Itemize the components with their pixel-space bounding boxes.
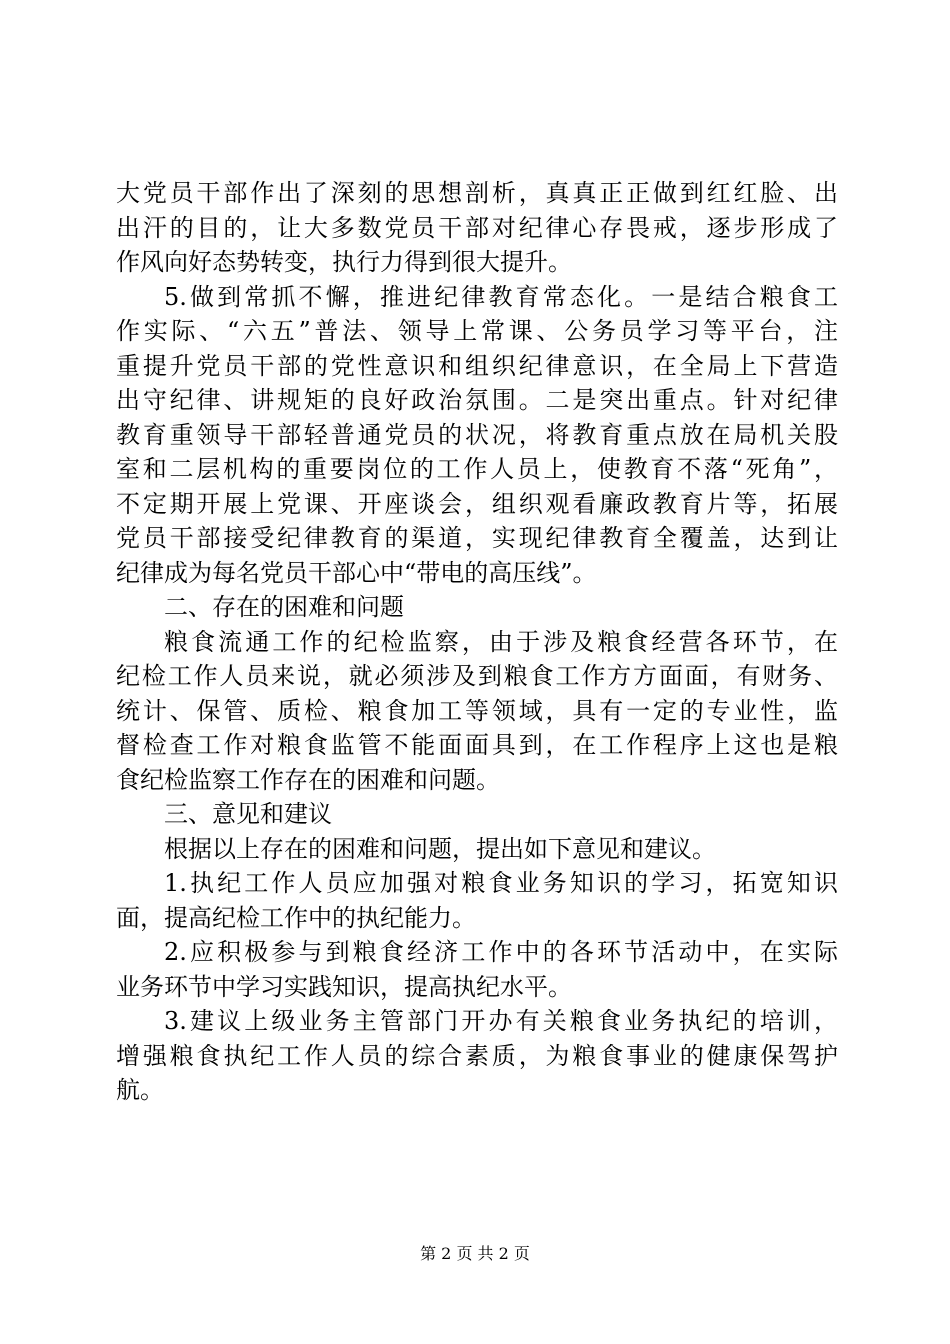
text-line: 面，提高纪检工作中的执纪能力。 bbox=[116, 903, 476, 932]
text-line: 5.做到常抓不懈，推进纪律教育常态化。一是结合粮食工 bbox=[164, 282, 838, 311]
text-line: 重提升党员干部的党性意识和组织纪律意识，在全局上下营造 bbox=[116, 351, 838, 380]
text-line: 教育重领导干部轻普通党员的状况，将教育重点放在局机关股 bbox=[116, 420, 838, 449]
text-line: 督检查工作对粮食监管不能面面具到，在工作程序上这也是粮 bbox=[116, 731, 838, 759]
text-line: 根据以上存在的困难和问题，提出如下意见和建议。 bbox=[164, 834, 716, 863]
text-line: 粮食流通工作的纪检监察，由于涉及粮食经营各环节，在 bbox=[164, 627, 838, 656]
text-line: 出汗的目的，让大多数党员干部对纪律心存畏戒，逐步形成了 bbox=[116, 213, 838, 242]
text-line: 航。 bbox=[116, 1076, 164, 1104]
section-heading: 二、存在的困难和问题 bbox=[164, 593, 404, 621]
text-line: 食纪检监察工作存在的困难和问题。 bbox=[116, 765, 500, 794]
text-line: 增强粮食执纪工作人员的综合素质，为粮食事业的健康保驾护 bbox=[116, 1041, 838, 1070]
text-line: 室和二层机构的重要岗位的工作人员上，使教育不落“死角”， bbox=[116, 455, 838, 483]
text-line: 不定期开展上党课、开座谈会，组织观看廉政教育片等，拓展 bbox=[116, 489, 838, 518]
text-line: 3.建议上级业务主管部门开办有关粮食业务执纪的培训， bbox=[164, 1007, 838, 1035]
document-body bbox=[116, 176, 838, 1108]
text-line: 党员干部接受纪律教育的渠道，实现纪律教育全覆盖，达到让 bbox=[116, 524, 838, 552]
text-line: 1.执纪工作人员应加强对粮食业务知识的学习，拓宽知识 bbox=[164, 869, 838, 897]
text-line: 2.应积极参与到粮食经济工作中的各环节活动中，在实际 bbox=[164, 938, 838, 966]
text-line: 大党员干部作出了深刻的思想剖析，真真正正做到红红脸、出 bbox=[116, 179, 838, 207]
text-line: 作实际、“六五”普法、领导上常课、公务员学习等平台，注 bbox=[116, 317, 838, 345]
text-line: 统计、保管、质检、粮食加工等领域，具有一定的专业性，监 bbox=[116, 696, 838, 725]
page-number-footer: 第 2 页 共 2 页 bbox=[420, 1244, 530, 1263]
text-line: 出守纪律、讲规矩的良好政治氛围。二是突出重点。针对纪律 bbox=[116, 386, 838, 414]
text-line: 纪律成为每名党员干部心中“带电的高压线”。 bbox=[116, 558, 597, 587]
section-heading: 三、意见和建议 bbox=[164, 800, 332, 828]
text-line: 纪检工作人员来说，就必须涉及到粮食工作方方面面，有财务、 bbox=[116, 662, 838, 690]
text-line: 作风向好态势转变，执行力得到很大提升。 bbox=[116, 248, 572, 276]
text-line: 业务环节中学习实践知识，提高执纪水平。 bbox=[116, 972, 572, 1001]
